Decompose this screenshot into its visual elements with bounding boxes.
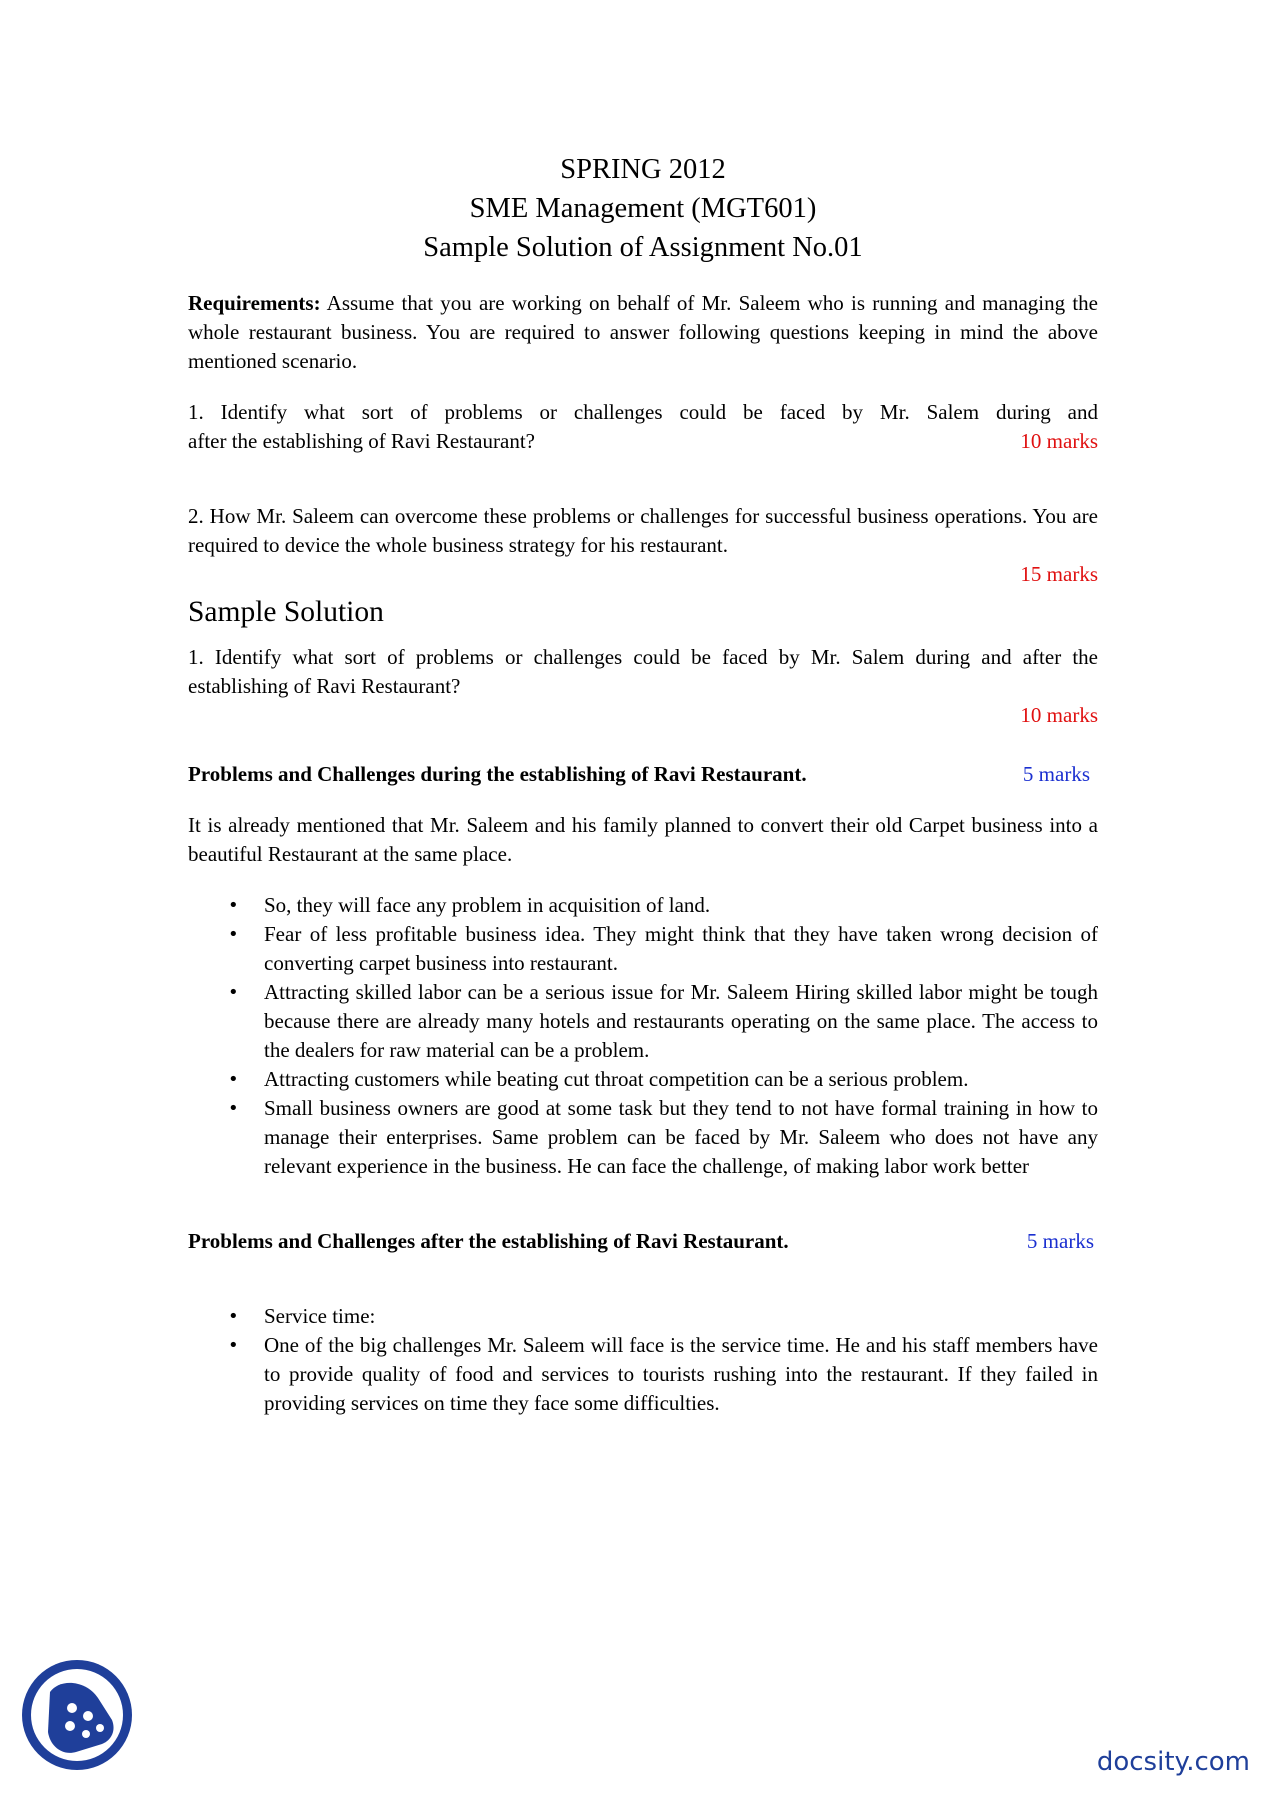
document-page <box>188 150 1098 1418</box>
requirements-label: Requirements: <box>188 291 321 315</box>
after-heading-row <box>188 1227 1098 1256</box>
docsity-brand[interactable]: docsity.com <box>1096 1747 1250 1777</box>
list-item: • One of the big challenges Mr. Saleem will face is the service time. He and his staff members have to provide quality of food and services to tourists rushing into the restaurant. If they failed in providing services on time they face some difficulties. <box>188 1331 1098 1418</box>
docsity-logo-icon <box>20 1658 134 1772</box>
solution-question-marks: 10 marks <box>1020 703 1098 727</box>
question-1-line1: 1. Identify what sort of problems or challenges could be faced by Mr. Salem during and <box>188 400 1098 424</box>
question-2-marks: 15 marks <box>1020 562 1098 586</box>
solution-question-text: 1. Identify what sort of problems or challenges could be faced by Mr. Salem during and after the establishing of Ravi Restaurant? <box>188 645 1098 698</box>
during-heading: Problems and Challenges during the establishing of Ravi Restaurant. <box>188 762 807 786</box>
sample-solution-heading: Sample Solution <box>188 596 384 628</box>
list-item: • Fear of less profitable business idea. They might think that they have taken wrong decision of converting carpet business into restaurant. <box>188 920 1098 978</box>
requirements-text: Assume that you are working on behalf of Mr. Saleem who is running and managing the whole restaurant business. You are required to answer following questions keeping in mind the above mentioned scenario. <box>188 291 1098 373</box>
document-title <box>188 150 1098 267</box>
during-bullet-list <box>188 891 1098 1181</box>
solution-question <box>188 643 1098 730</box>
title-course: SME Management (MGT601) <box>469 193 817 224</box>
after-marks: 5 marks <box>1026 1229 1094 1253</box>
requirements-paragraph <box>188 289 1098 376</box>
during-marks: 5 marks <box>1022 762 1090 786</box>
during-heading-row <box>188 760 1098 789</box>
question-1-marks: 10 marks <box>1020 429 1098 453</box>
question-2-text: 2. How Mr. Saleem can overcome these problems or challenges for successful business operations. You are required to device the whole business strategy for his restaurant. <box>188 504 1098 557</box>
title-semester: SPRING 2012 <box>560 154 726 185</box>
during-intro: It is already mentioned that Mr. Saleem and his family planned to convert their old Carpet business into a beautiful Restaurant at the same place. <box>188 813 1098 866</box>
after-heading: Problems and Challenges after the establishing of Ravi Restaurant. <box>188 1229 789 1253</box>
question-2 <box>188 502 1098 589</box>
list-item: • Small business owners are good at some task but they tend to not have formal training in how to manage their enterprises. Same problem can be faced by Mr. Saleem who does not have any relevant experience in the business. He can face the challenge, of making labor work better <box>188 1094 1098 1181</box>
question-1-row <box>188 427 1098 456</box>
list-item: • Service time: <box>188 1302 1098 1331</box>
list-item: • Attracting skilled labor can be a serious issue for Mr. Saleem Hiring skilled labor might be tough because there are already many hotels and restaurants operating on the same place. The access to the dealers for raw material can be a problem. <box>188 978 1098 1065</box>
question-1-line2: after the establishing of Ravi Restaurant? <box>188 429 535 453</box>
list-item: • Attracting customers while beating cut throat competition can be a serious problem. <box>188 1065 1098 1094</box>
question-1 <box>188 398 1098 456</box>
list-item: • So, they will face any problem in acquisition of land. <box>188 891 1098 920</box>
title-assignment: Sample Solution of Assignment No.01 <box>423 232 863 263</box>
after-bullet-list <box>188 1302 1098 1418</box>
